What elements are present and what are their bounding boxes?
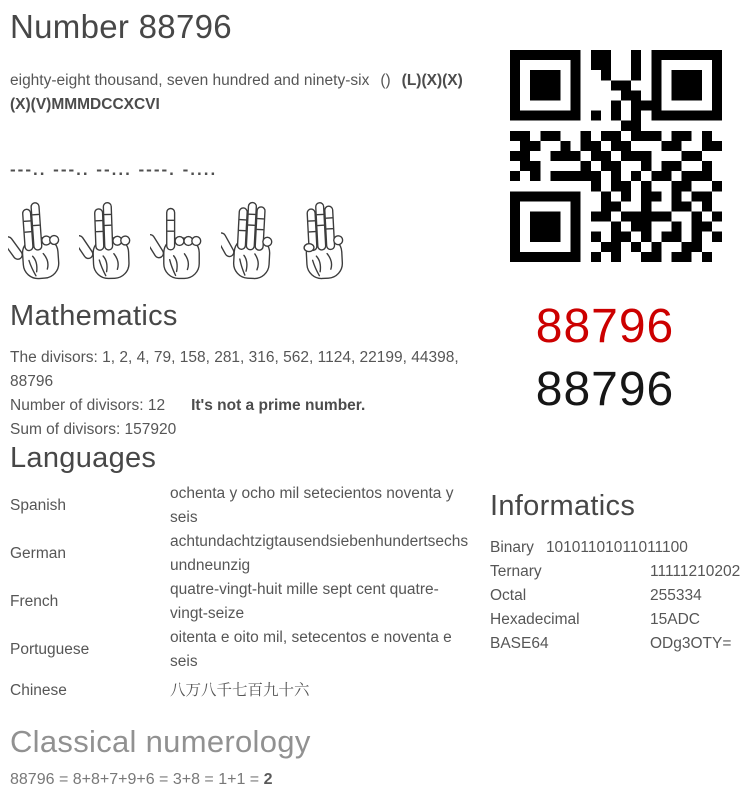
qr-code xyxy=(510,50,722,262)
informatics-label: Ternary xyxy=(490,563,542,580)
language-row-portuguese xyxy=(10,626,476,674)
morse-code: ---.. ---.. --... ----. -.... xyxy=(10,160,218,179)
sum-of-divisors-line: Sum of divisors: 157920 xyxy=(10,421,177,438)
informatics-row-base64 xyxy=(490,632,742,656)
equation-text: 88796 = 8+8+7+9+6 = 3+8 = 1+1 = xyxy=(10,771,264,788)
informatics-label: BASE64 xyxy=(490,635,549,652)
languages-table xyxy=(10,482,476,708)
informatics-value: 11111210202 xyxy=(650,563,741,580)
language-value: 八万八千七百九十六 xyxy=(170,682,310,699)
number-display-black: 88796 xyxy=(535,363,675,416)
language-label: German xyxy=(10,545,66,562)
prime-note: It's not a prime number. xyxy=(191,397,366,414)
language-row-french xyxy=(10,578,476,626)
divisor-count: Number of divisors: 12 xyxy=(10,397,166,414)
informatics-label: Binary xyxy=(490,539,534,556)
numerology-equation xyxy=(10,771,272,789)
sign-language-digit-8-icon xyxy=(8,198,71,282)
language-row-chinese xyxy=(10,674,476,708)
informatics-value: 10101101011011100 xyxy=(545,539,688,556)
classical-numerology-heading: Classical numerology xyxy=(10,724,311,759)
equation-result: 2 xyxy=(263,771,273,788)
mathematics-body xyxy=(10,346,482,442)
language-label: Portuguese xyxy=(10,641,90,658)
sign-language-digit-6-icon xyxy=(292,198,355,282)
language-value: quatre-vingt-huit mille sept cent quatre-vingt-seize xyxy=(170,581,439,622)
divisor-count-line xyxy=(10,394,482,418)
informatics-row-octal xyxy=(490,584,742,608)
roman-numeral: (L)(X)(X)(X)(V)MMMDCCXCVI xyxy=(10,72,463,113)
informatics-row-hexadecimal xyxy=(490,608,742,632)
language-row-spanish xyxy=(10,482,476,530)
language-value: achtundachtzigtausendsiebenhundertsechsundneunzig xyxy=(170,533,469,574)
language-label: Spanish xyxy=(10,497,67,514)
languages-heading: Languages xyxy=(10,442,157,474)
informatics-value: 15ADC xyxy=(650,611,700,628)
informatics-heading: Informatics xyxy=(490,490,636,522)
informatics-table xyxy=(490,536,742,656)
number-in-words xyxy=(10,69,474,117)
mathematics-heading: Mathematics xyxy=(10,300,178,332)
language-label: Chinese xyxy=(10,682,67,699)
number-display-red: 88796 xyxy=(535,300,675,353)
language-row-german xyxy=(10,530,476,578)
language-value: ochenta y ocho mil setecientos noventa y seis xyxy=(170,485,454,526)
language-value: oitenta e oito mil, setecentos e noventa e seis xyxy=(170,629,452,670)
informatics-label: Octal xyxy=(490,587,527,604)
page-title: Number 88796 xyxy=(10,8,232,45)
sign-language-digit-9-icon xyxy=(221,198,284,282)
informatics-value: ODg3OTY= xyxy=(650,635,732,652)
language-label: French xyxy=(10,593,59,610)
informatics-label: Hexadecimal xyxy=(490,611,580,628)
sign-language-hands xyxy=(8,198,355,282)
number-words-text: eighty-eight thousand, seven hundred and ninety-six xyxy=(10,72,370,89)
divisors-line: The divisors: 1, 2, 4, 79, 158, 281, 316, 562, 1124, 22199, 44398, 88796 xyxy=(10,349,459,390)
informatics-row-binary xyxy=(490,536,742,560)
empty-parentheses: () xyxy=(380,72,391,89)
sign-language-digit-8-icon xyxy=(79,198,142,282)
informatics-value: 255334 xyxy=(650,587,702,604)
informatics-row-ternary xyxy=(490,560,742,584)
sign-language-digit-7-icon xyxy=(150,198,213,282)
